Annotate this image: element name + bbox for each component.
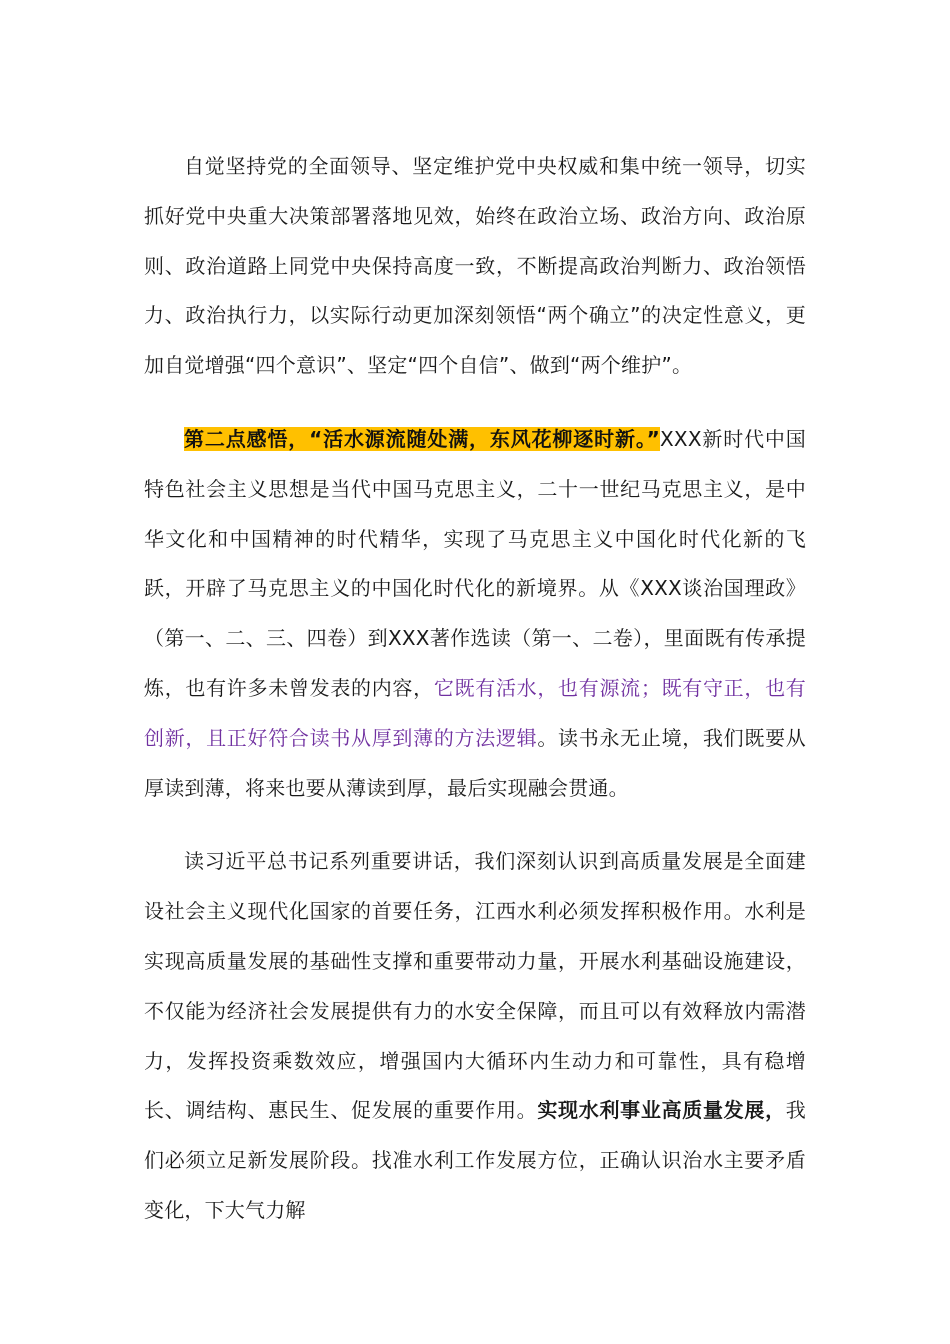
purple-emphasis-text: 它既有活水，也有源流；既有守正，也有创新，且正好符合读书从厚到薄的方法逻辑 (144, 675, 806, 750)
bold-emphasis-text: 实现水利事业高质量发展， (537, 1098, 786, 1123)
paragraph-leadership (144, 142, 806, 391)
paragraph-text: 。读书永无止境，我们既要从厚读到薄，将来也要从薄读到厚，最后实现融会贯通。 (144, 725, 806, 800)
paragraph-text: 我们必须立足新发展阶段。找准水利工作发展方位，正确认识治水主要矛盾变化，下大气力解 (144, 1098, 806, 1222)
paragraph-second-insight (144, 415, 806, 813)
paragraph-text: 读习近平总书记系列重要讲话，我们深刻认识到高质量发展是全面建设社会主义现代化国家的首要任务，江西水利必须发挥积极作用。水利是实现高质量发展的基础性支撑和重要带动力量，开展水利基础设施建设，不仅能为经济社会发展提供有力的水安全保障，而且可以有效释放内需潜力，发挥投资乘数效应，增强国内大循环内生动力和可靠性，具有稳增长、调结构、惠民生、促发展的重要作用。 (144, 849, 806, 1123)
paragraph-text: 自觉坚持党的全面领导、坚定维护党中央权威和集中统一领导，切实抓好党中央重大决策部署落地见效，始终在政治立场、政治方向、政治原则、政治道路上同党中央保持高度一致，不断提高政治判断力、政治领悟力、政治执行力，以实际行动更加深刻领悟“两个确立”的决定性意义，更加自觉增强“四个意识”、坚定“四个自信”、做到“两个维护”。 (144, 154, 806, 378)
paragraph-high-quality-development (144, 837, 806, 1235)
paragraph-text: XXX新时代中国特色社会主义思想是当代中国马克思主义，二十一世纪马克思主义，是中华文化和中国精神的时代精华，实现了马克思主义中国化时代化新的飞跃，开辟了马克思主义的中国化时代化的新境界。从《XXX谈治国理政》（第一、二、三、四卷）到XXX著作选读（第一、二卷），里面既有传承提炼，也有许多未曾发表的内容， (144, 426, 806, 700)
highlighted-heading: 第二点感悟，“活水源流随处满，东风花柳逐时新。” (184, 426, 661, 451)
